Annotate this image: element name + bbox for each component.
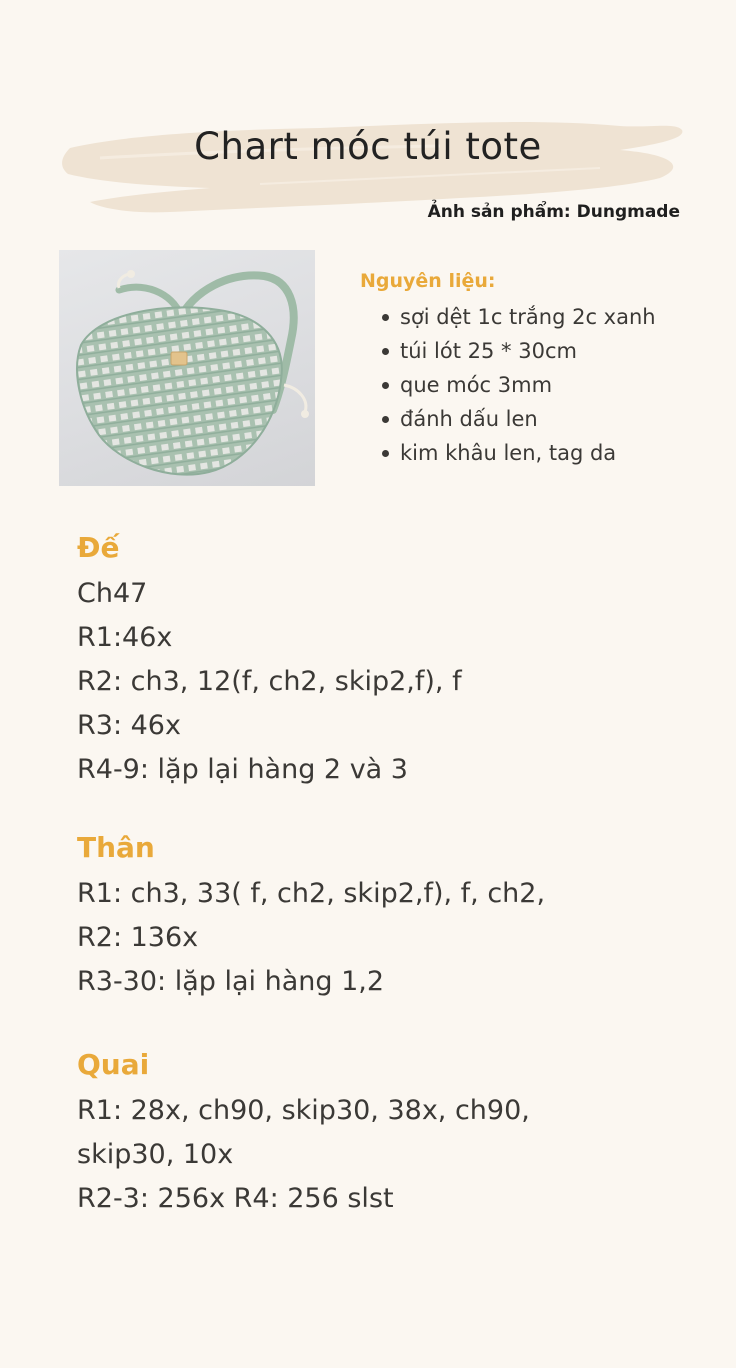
pattern-line: R4-9: lặp lại hàng 2 và 3 [77, 754, 408, 785]
pattern-line: R2: 136x [77, 922, 199, 953]
pattern-line: R3-30: lặp lại hàng 1,2 [77, 966, 385, 997]
pattern-line: R1:46x [77, 622, 173, 653]
section-heading-quai: Quai [77, 1048, 150, 1081]
list-item: sợi dệt 1c trắng 2c xanh [380, 300, 656, 334]
pattern-line: R3: 46x [77, 710, 181, 741]
list-item: đánh dấu len [380, 402, 656, 436]
materials-list [380, 300, 656, 470]
list-item: kim khâu len, tag da [380, 436, 656, 470]
pattern-line: R2: ch3, 12(f, ch2, skip2,f), f [77, 666, 462, 697]
list-item: que móc 3mm [380, 368, 656, 402]
pattern-line: R2-3: 256x R4: 256 slst [77, 1183, 394, 1214]
pattern-line: R1: 28x, ch90, skip30, 38x, ch90, [77, 1095, 530, 1126]
section-than [77, 828, 545, 1004]
tote-bag-illustration [59, 250, 315, 486]
product-photo [59, 250, 315, 486]
pattern-line: skip30, 10x [77, 1139, 234, 1170]
section-de [77, 528, 462, 792]
photo-credit: Ảnh sản phẩm: Dungmade [427, 202, 680, 222]
page-title: Chart móc túi tote [194, 125, 542, 168]
section-heading-de: Đế [77, 531, 120, 564]
section-quai [77, 1045, 530, 1221]
pattern-line: Ch47 [77, 578, 148, 609]
pattern-line: R1: ch3, 33( f, ch2, skip2,f), f, ch2, [77, 878, 546, 909]
list-item: túi lót 25 * 30cm [380, 334, 656, 368]
section-heading-than: Thân [77, 831, 155, 864]
materials-heading: Nguyên liệu: [360, 270, 496, 292]
